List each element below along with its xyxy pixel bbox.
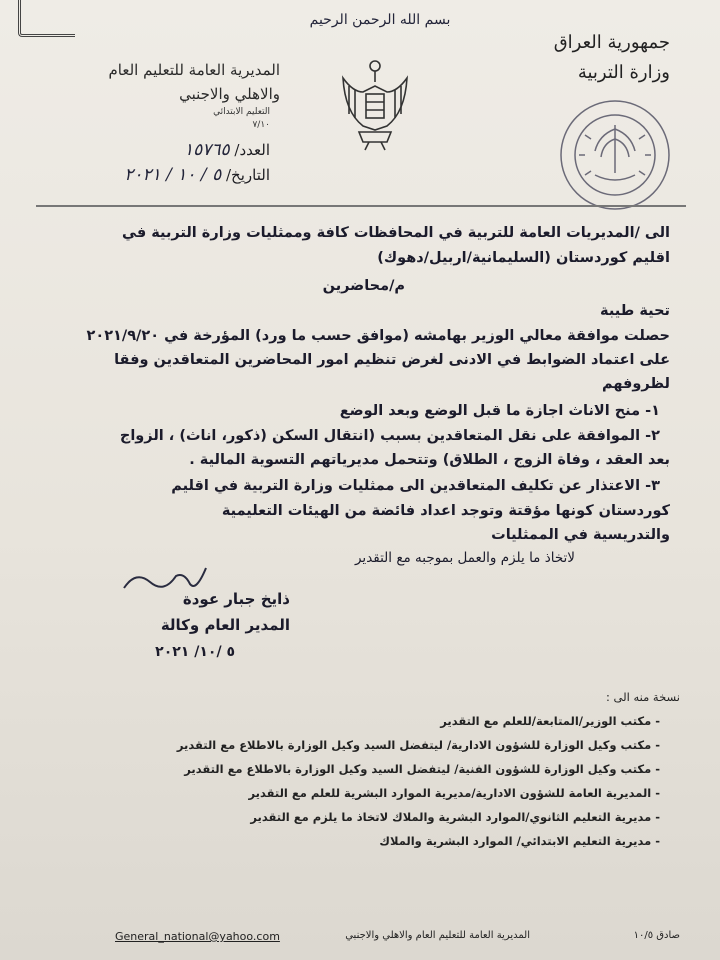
directorate-line1: المديرية العامة للتعليم العام (108, 61, 280, 79)
signer-name: ذايخ جبار عودة (182, 590, 290, 608)
number-value: ١٥٧٦٥ (183, 140, 230, 160)
signature-block (90, 590, 290, 670)
item-1: ١- منح الاناث اجازة ما قبل الوضع وبعد الوضع (339, 403, 660, 419)
footer-code: صادق ١٠/٥ (633, 930, 680, 941)
intro-line1: حصلت موافقة معالي الوزير بهامشه (موافق حسب ما ورد) المؤرخة في ٢٠٢١/٩/٢٠ (86, 328, 670, 344)
greeting: تحية طيبة (600, 303, 670, 319)
footer-department: المديرية العامة للتعليم العام والاهلي والاجنبي (345, 930, 530, 941)
footer (0, 930, 720, 955)
ministry-name: وزارة التربية (577, 62, 670, 83)
number-label: العدد/ (234, 141, 270, 159)
intro-line3: لظروفهم (601, 376, 670, 392)
footer-email[interactable]: General_national@yahoo.com (115, 930, 280, 943)
date-label: التاريخ/ (226, 166, 270, 184)
recipient-line1: الى /المديريات العامة للتربية في المحافظات كافة وممثليات وزارة التربية في (122, 225, 670, 241)
directorate-header (70, 58, 280, 106)
item-3-line1: ٣- الاعتذار عن تكليف المتعاقدين الى ممثليات وزارة التربية في اقليم (171, 478, 660, 494)
section-name: التعليم الابتدائي (213, 107, 270, 117)
signer-title: المدير العام وكالة (160, 616, 290, 634)
item-3-line2: كوردستان كونها مؤقتة وتوجد اعداد فائضة من الهيئات التعليمية (221, 503, 670, 519)
section-code: ٧/١٠ (252, 120, 270, 130)
copies-list (40, 690, 680, 870)
signature-date: ٥ /١٠/ ٢٠٢١ (155, 644, 235, 660)
copy-item: - مكتب الوزير/المتابعة/للعلم مع التقدير (440, 714, 660, 728)
item-2-line1: ٢- الموافقة على نقل المتعاقدين بسبب (انتقال السكن (ذكور، اناث) ، الزواج (119, 428, 660, 444)
item-3-line3: والتدريسية في الممثليات (491, 527, 670, 543)
recipient-line2: اقليم كوردستان (السليمانية/اربيل/دهوك) (377, 250, 670, 266)
copies-heading: نسخة منه الى : (606, 690, 680, 704)
closing-line: لاتخاذ ما يلزم والعمل بموجبه مع التقدير (354, 550, 575, 566)
eagle-emblem-icon (335, 52, 415, 152)
item-2-line2: بعد العقد ، وفاة الزوج ، الطلاق) وتتحمل مديرياتهم التسوية المالية . (189, 452, 670, 468)
copy-item: - مكتب وكيل الوزارة للشؤون الادارية/ ليتفضل السيد وكيل الوزارة بالاطلاع مع التقدير (176, 738, 660, 752)
header-divider (36, 205, 686, 207)
date-value: ٥ / ١٠ / ٢٠٢١ (124, 165, 222, 185)
copy-item: - مديرية التعليم الابتدائي/ الموارد البشرية والملاك (379, 834, 660, 848)
subject: م/محاضرين (322, 278, 405, 294)
copy-item: - مكتب وكيل الوزارة للشؤون الفنية/ ليتفضل السيد وكيل الوزارة بالاطلاع مع التقدير (184, 762, 660, 776)
basmala: بسم الله الرحمن الرحيم (309, 12, 451, 28)
copy-item: - المديرية العامة للشؤون الادارية/مديرية الموارد البشرية للعلم مع التقدير (248, 786, 660, 800)
letter-body (30, 225, 670, 585)
republic-name: جمهورية العراق (553, 32, 670, 53)
section-lines (150, 106, 270, 132)
ministry-header (500, 28, 670, 88)
number-row (90, 140, 270, 160)
copy-item: - مديرية التعليم الثانوي/الموارد البشرية والملاك لاتخاذ ما يلزم مع التقدير (250, 810, 660, 824)
date-row (90, 165, 270, 185)
corner-ornament (18, 0, 75, 37)
intro-line2: على اعتماد الضوابط في الادنى لغرض تنظيم امور المحاضرين المتعاقدين وفقا (114, 352, 670, 368)
directorate-line2: والاهلي والاجنبي (179, 85, 280, 103)
ministry-seal-icon (555, 95, 675, 215)
